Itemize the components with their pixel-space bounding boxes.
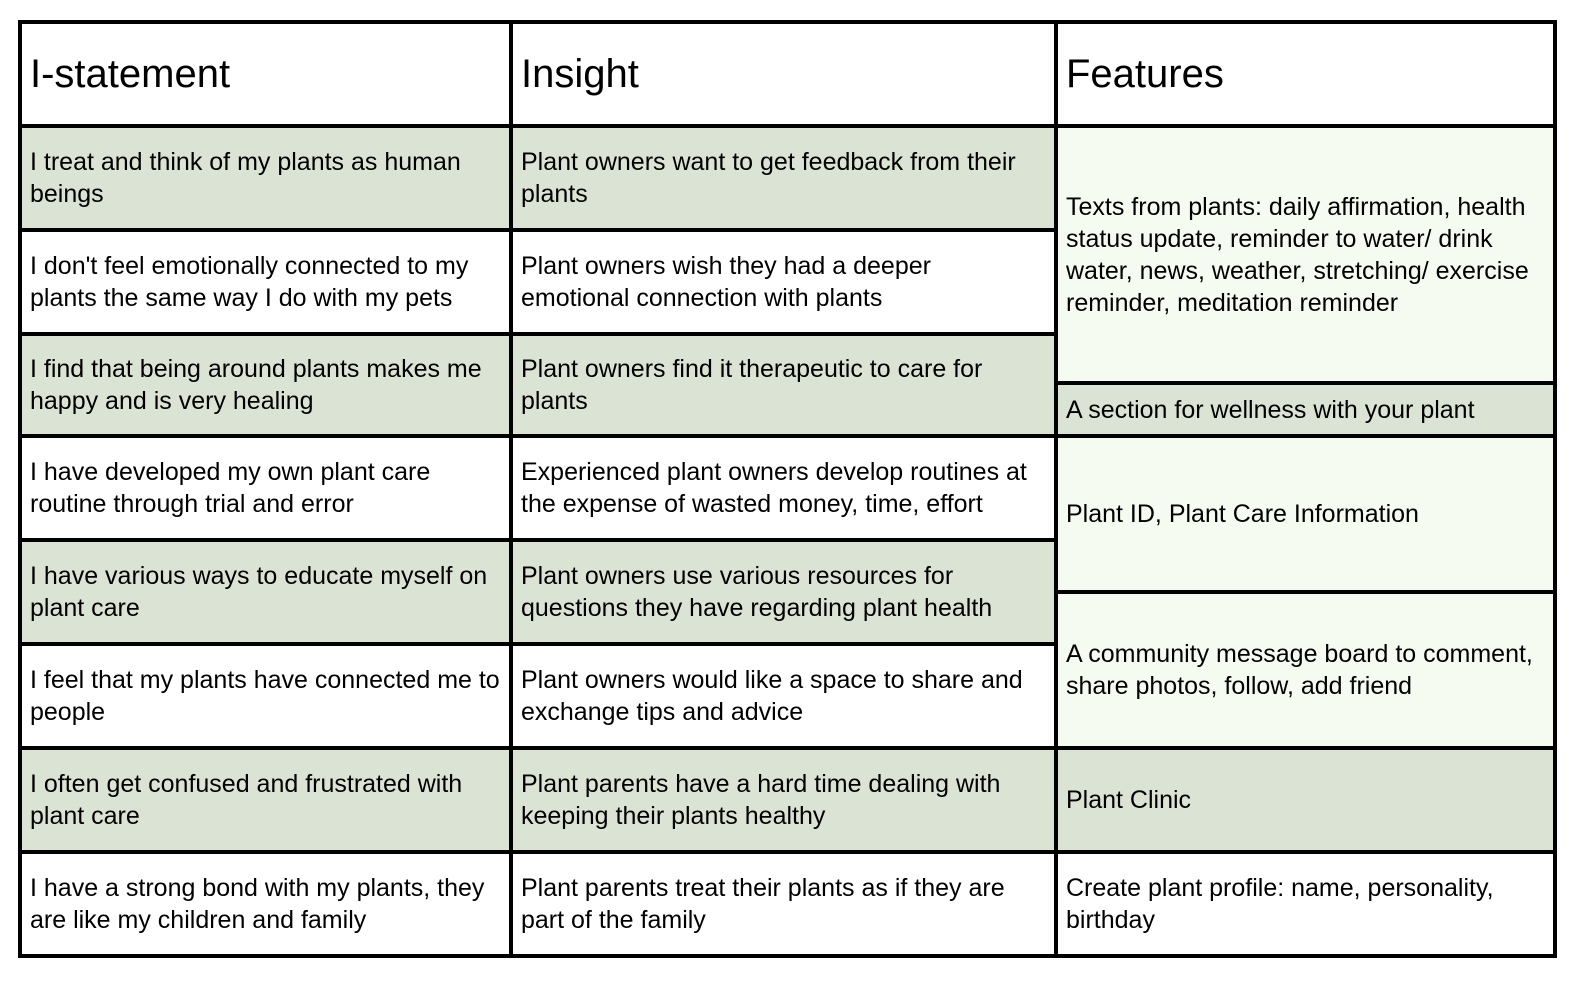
insight-cell: Experienced plant owners develop routines at the expense of wasted money, time, effort bbox=[511, 436, 1056, 540]
table-row bbox=[20, 126, 1555, 178]
insight-cell: Plant parents treat their plants as if they are part of the family bbox=[511, 852, 1056, 956]
header-insight: Insight bbox=[511, 22, 1056, 126]
feature-cell-wellness-section: A section for wellness with your plant bbox=[1056, 383, 1555, 436]
table-row bbox=[20, 748, 1555, 852]
insight-cell: Plant owners would like a space to share and exchange tips and advice bbox=[511, 644, 1056, 748]
i-statement-cell: I treat and think of my plants as human beings bbox=[20, 126, 511, 230]
table-row bbox=[20, 852, 1555, 956]
i-statement-cell: I feel that my plants have connected me to people bbox=[20, 644, 511, 748]
feature-cell-plant-id: Plant ID, Plant Care Information bbox=[1056, 436, 1555, 592]
insight-cell: Plant owners use various resources for questions they have regarding plant health bbox=[511, 540, 1056, 644]
header-i-statement: I-statement bbox=[20, 22, 511, 126]
insight-cell: Plant owners wish they had a deeper emotional connection with plants bbox=[511, 230, 1056, 334]
header-row bbox=[20, 22, 1555, 126]
i-statement-cell: I find that being around plants makes me happy and is very healing bbox=[20, 334, 511, 436]
feature-cell-texts-from-plants: Texts from plants: daily affirmation, health status update, reminder to water/ drink water, news, weather, stretching/ exercise reminder, meditation reminder bbox=[1056, 126, 1555, 383]
i-statement-cell: I often get confused and frustrated with plant care bbox=[20, 748, 511, 852]
header-features: Features bbox=[1056, 22, 1555, 126]
insight-cell: Plant owners want to get feedback from their plants bbox=[511, 126, 1056, 230]
i-statement-cell: I have developed my own plant care routine through trial and error bbox=[20, 436, 511, 540]
i-statement-cell: I don't feel emotionally connected to my plants the same way I do with my pets bbox=[20, 230, 511, 334]
insight-cell: Plant owners find it therapeutic to care for plants bbox=[511, 334, 1056, 436]
feature-cell-plant-clinic: Plant Clinic bbox=[1056, 748, 1555, 852]
table-row bbox=[20, 436, 1555, 488]
insight-table-container bbox=[18, 20, 1553, 955]
insight-cell: Plant parents have a hard time dealing with keeping their plants healthy bbox=[511, 748, 1056, 852]
insight-table bbox=[18, 20, 1557, 958]
i-statement-cell: I have various ways to educate myself on plant care bbox=[20, 540, 511, 644]
feature-cell-plant-profile: Create plant profile: name, personality, birthday bbox=[1056, 852, 1555, 956]
i-statement-cell: I have a strong bond with my plants, they are like my children and family bbox=[20, 852, 511, 956]
feature-cell-community-board: A community message board to comment, share photos, follow, add friend bbox=[1056, 592, 1555, 748]
